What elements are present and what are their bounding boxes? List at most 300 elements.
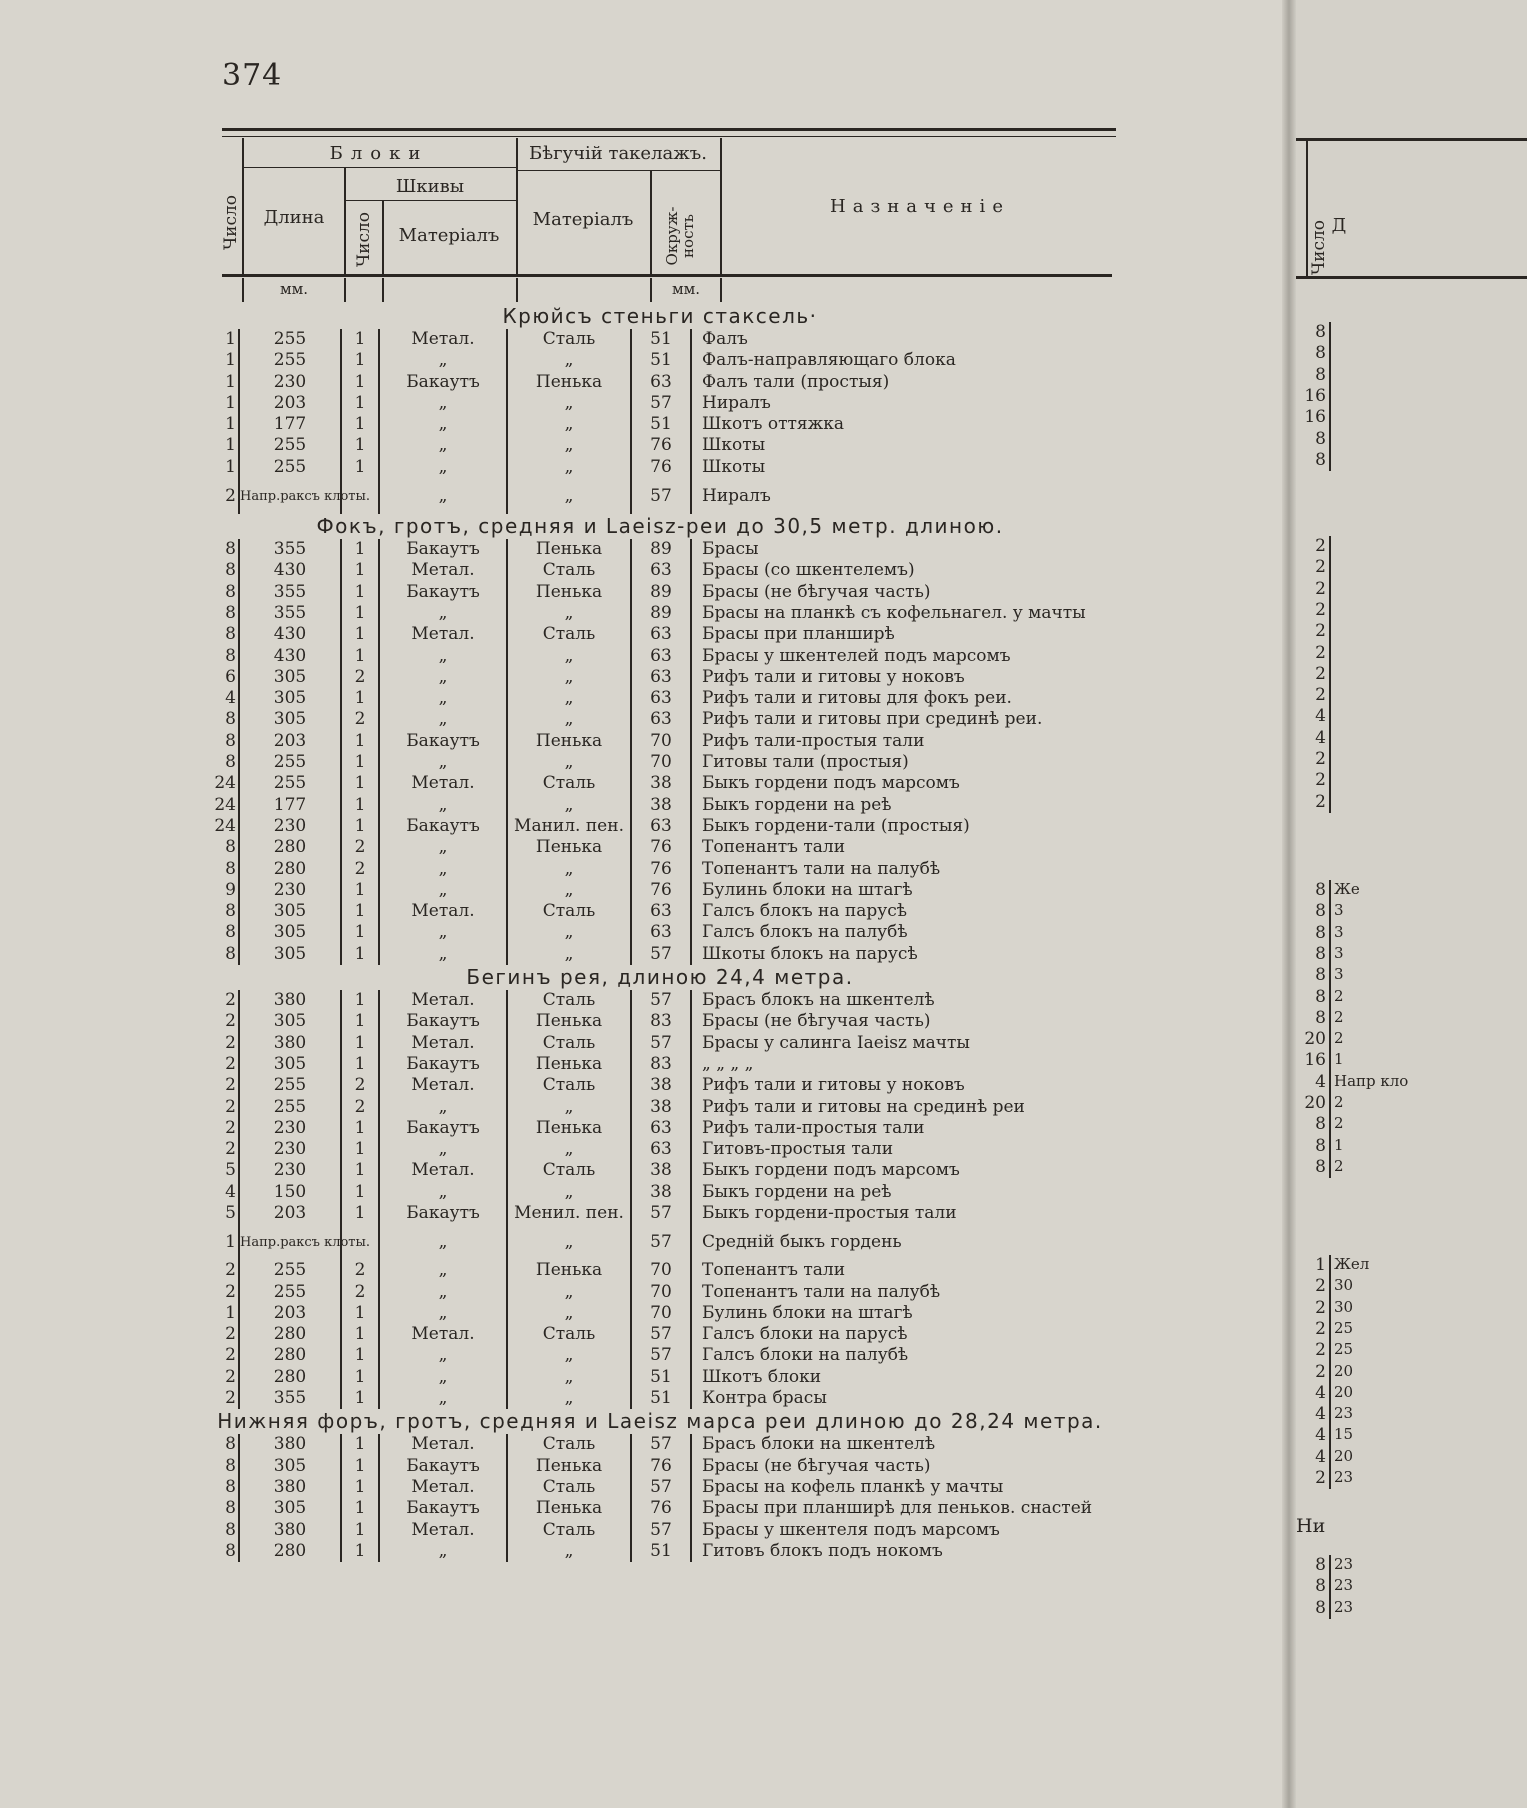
cell-sheave-count: 1 bbox=[340, 1118, 378, 1139]
cell-sheave-material: Метал. bbox=[378, 1324, 506, 1345]
right-length: 20 bbox=[1334, 1382, 1354, 1401]
cell-length: 280 bbox=[273, 837, 307, 858]
table-row bbox=[200, 752, 1120, 773]
cell-length: 203 bbox=[273, 1202, 307, 1223]
page-number: 374 bbox=[222, 58, 283, 93]
cell-purpose: Быкъ гордени на реѣ bbox=[690, 1182, 1120, 1203]
cell-count: 1 bbox=[200, 435, 240, 456]
cell-count: 8 bbox=[200, 539, 240, 560]
right-count: 8 bbox=[1315, 922, 1326, 943]
right-length: 1 bbox=[1334, 1050, 1344, 1069]
cell-circumference: 63 bbox=[630, 709, 690, 730]
cell-rigging-material: Пенька bbox=[506, 1054, 630, 1075]
cell-sheave-material: Бакаутъ bbox=[378, 1203, 506, 1224]
cell-circumference: 70 bbox=[630, 752, 690, 773]
cell-sheave-material: „ bbox=[378, 880, 506, 901]
table-row bbox=[200, 1260, 1120, 1281]
right-length: 3 bbox=[1334, 943, 1344, 962]
cell-purpose: Быкъ гордени-простыя тали bbox=[690, 1203, 1120, 1224]
cell-rigging-material: „ bbox=[506, 603, 630, 624]
right-length: 30 bbox=[1334, 1276, 1354, 1295]
cell-rigging-material: „ bbox=[506, 944, 630, 965]
cell-rigging-material: „ bbox=[506, 457, 630, 478]
cell-length: 280 bbox=[273, 1366, 307, 1387]
cell-length: 230 bbox=[273, 371, 307, 392]
cell-sheave-material: Метал. bbox=[378, 1075, 506, 1096]
cell-rigging-material: Пенька bbox=[506, 1456, 630, 1477]
right-length: 2 bbox=[1334, 1156, 1344, 1175]
cell-circumference: 57 bbox=[630, 944, 690, 965]
cell-length: Напр.раксъ клоты. bbox=[240, 1235, 370, 1251]
cell-purpose: Галсъ блокъ на палубѣ bbox=[690, 922, 1120, 943]
cell-sheave-material: „ bbox=[378, 603, 506, 624]
table-row bbox=[200, 1033, 1120, 1054]
cell-circumference: 38 bbox=[630, 773, 690, 794]
cell-length: 380 bbox=[273, 990, 307, 1011]
cell-sheave-count: 2 bbox=[340, 709, 378, 730]
cell-count: 8 bbox=[200, 582, 240, 603]
cell-count: 8 bbox=[200, 901, 240, 922]
right-length: 3 bbox=[1334, 965, 1344, 984]
cell-circumference: 76 bbox=[630, 859, 690, 880]
cell-circumference: 51 bbox=[630, 1388, 690, 1409]
table-row bbox=[200, 1345, 1120, 1366]
cell-rigging-material: „ bbox=[506, 435, 630, 456]
cell-rigging-material: Сталь bbox=[506, 1477, 630, 1498]
cell-circumference: 57 bbox=[630, 393, 690, 414]
cell-rigging-material: Сталь bbox=[506, 1160, 630, 1181]
cell-circumference: 51 bbox=[630, 1541, 690, 1562]
cell-sheave-material: Метал. bbox=[378, 773, 506, 794]
cell-rigging-material: „ bbox=[506, 1097, 630, 1118]
right-length: 23 bbox=[1334, 1404, 1354, 1423]
right-count: 4 bbox=[1315, 706, 1326, 727]
table-row bbox=[200, 1498, 1120, 1519]
cell-sheave-material: „ bbox=[378, 393, 506, 414]
cell-sheave-count: 1 bbox=[340, 922, 378, 943]
cell-sheave-material: Бакаутъ bbox=[378, 372, 506, 393]
cell-count: 4 bbox=[200, 688, 240, 709]
right-length: 2 bbox=[1334, 1007, 1344, 1026]
cell-count: 2 bbox=[200, 1118, 240, 1139]
cell-sheave-count: 1 bbox=[340, 1541, 378, 1562]
cell-circumference: 38 bbox=[630, 1182, 690, 1203]
cell-sheave-count: 1 bbox=[340, 688, 378, 709]
cell-sheave-material: „ bbox=[378, 1139, 506, 1160]
cell-purpose: Шкоты блокъ на парусѣ bbox=[690, 944, 1120, 965]
right-count: 8 bbox=[1315, 1114, 1326, 1135]
cell-sheave-count: 1 bbox=[340, 1054, 378, 1075]
table-row bbox=[200, 922, 1120, 943]
cell-purpose: Рифъ тали-простыя тали bbox=[690, 1118, 1120, 1139]
right-length: 3 bbox=[1334, 901, 1344, 920]
cell-sheave-count bbox=[340, 478, 378, 514]
right-count: 2 bbox=[1315, 663, 1326, 684]
cell-length: 255 bbox=[273, 1075, 307, 1096]
cell-purpose: Фалъ bbox=[690, 329, 1120, 350]
cell-length: 255 bbox=[273, 1096, 307, 1117]
cell-count: 2 bbox=[200, 1388, 240, 1409]
header-count: Число bbox=[221, 194, 241, 250]
cell-sheave-material: Бакаутъ bbox=[378, 582, 506, 603]
cell-rigging-material: Сталь bbox=[506, 990, 630, 1011]
right-count: 8 bbox=[1315, 364, 1326, 385]
cell-sheave-count: 2 bbox=[340, 1097, 378, 1118]
unit-divider bbox=[516, 278, 518, 302]
cell-sheave-count: 1 bbox=[340, 752, 378, 773]
cell-count: 8 bbox=[200, 1520, 240, 1541]
right-length: 2 bbox=[1334, 1029, 1344, 1048]
cell-purpose: Брасы (со шкентелемъ) bbox=[690, 560, 1120, 581]
cell-length: 355 bbox=[273, 1388, 307, 1409]
cell-count: 2 bbox=[200, 1139, 240, 1160]
table-row bbox=[200, 816, 1120, 837]
cell-rigging-material: Пенька bbox=[506, 731, 630, 752]
cell-sheave-count: 1 bbox=[340, 1160, 378, 1181]
cell-length: 203 bbox=[273, 392, 307, 413]
cell-purpose: Брасы при планширѣ bbox=[690, 624, 1120, 645]
cell-purpose: Быкъ гордени-тали (простыя) bbox=[690, 816, 1120, 837]
cell-purpose: Ниралъ bbox=[690, 393, 1120, 414]
table-row bbox=[200, 901, 1120, 922]
right-length: Напр кло bbox=[1334, 1071, 1409, 1090]
cell-sheave-material: „ bbox=[378, 667, 506, 688]
cell-rigging-material: Менил. пен. bbox=[506, 1203, 630, 1224]
unit-divider bbox=[720, 278, 722, 302]
cell-sheave-count: 1 bbox=[340, 990, 378, 1011]
cell-purpose: Рифъ тали и гитовы у ноковъ bbox=[690, 1075, 1120, 1096]
cell-length: 177 bbox=[273, 794, 307, 815]
cell-length: 305 bbox=[273, 1455, 307, 1476]
cell-sheave-material: Метал. bbox=[378, 560, 506, 581]
cell-rigging-material: „ bbox=[506, 1224, 630, 1260]
cell-count: 24 bbox=[200, 773, 240, 794]
cell-sheave-count: 1 bbox=[340, 1367, 378, 1388]
table-header-rule bbox=[222, 274, 1112, 277]
cell-count: 24 bbox=[200, 795, 240, 816]
right-count: 8 bbox=[1315, 1576, 1326, 1597]
cell-rigging-material: Сталь bbox=[506, 1075, 630, 1096]
cell-count: 8 bbox=[200, 944, 240, 965]
cell-rigging-material: „ bbox=[506, 880, 630, 901]
cell-rigging-material: Пенька bbox=[506, 1260, 630, 1281]
cell-circumference: 57 bbox=[630, 1345, 690, 1366]
table-row bbox=[200, 1477, 1120, 1498]
cell-rigging-material: „ bbox=[506, 709, 630, 730]
cell-purpose: Быкъ гордени подъ марсомъ bbox=[690, 1160, 1120, 1181]
right-divider bbox=[1329, 1555, 1331, 1619]
cell-sheave-count: 1 bbox=[340, 582, 378, 603]
cell-length: 355 bbox=[273, 539, 307, 560]
cell-count: 8 bbox=[200, 837, 240, 858]
table-row bbox=[200, 457, 1120, 478]
cell-count: 8 bbox=[200, 859, 240, 880]
cell-count: 8 bbox=[200, 1477, 240, 1498]
cell-rigging-material: „ bbox=[506, 752, 630, 773]
table-row bbox=[200, 414, 1120, 435]
cell-purpose: Брасы при планширѣ для пеньков. снастей bbox=[690, 1498, 1120, 1519]
right-length: 23 bbox=[1334, 1555, 1354, 1573]
cell-sheave-material: Бакаутъ bbox=[378, 1118, 506, 1139]
cell-count: 1 bbox=[200, 329, 240, 350]
right-length: 15 bbox=[1334, 1425, 1354, 1444]
cell-rigging-material: „ bbox=[506, 1282, 630, 1303]
table-row bbox=[200, 1203, 1120, 1224]
cell-purpose: Брасы на кофель планкѣ у мачты bbox=[690, 1477, 1120, 1498]
cell-rigging-material: „ bbox=[506, 350, 630, 371]
header-sheave-material: Матеріалъ bbox=[398, 225, 500, 246]
cell-purpose: Рифъ тали и гитовы у ноковъ bbox=[690, 667, 1120, 688]
right-count: 8 bbox=[1315, 322, 1326, 342]
cell-circumference: 38 bbox=[630, 1160, 690, 1181]
cell-count: 2 bbox=[200, 1075, 240, 1096]
table-row bbox=[200, 1054, 1120, 1075]
cell-count: 8 bbox=[200, 624, 240, 645]
table-row bbox=[200, 582, 1120, 603]
header-divider bbox=[720, 138, 722, 274]
table-row bbox=[200, 990, 1120, 1011]
right-count: 2 bbox=[1315, 642, 1326, 663]
cell-sheave-count: 1 bbox=[340, 393, 378, 414]
table-row bbox=[200, 731, 1120, 752]
cell-sheave-count: 1 bbox=[340, 1498, 378, 1519]
right-count: 8 bbox=[1315, 943, 1326, 964]
cell-rigging-material: „ bbox=[506, 688, 630, 709]
cell-count: 1 bbox=[200, 1303, 240, 1324]
cell-purpose: Рифъ тали и гитовы при срединѣ реи. bbox=[690, 709, 1120, 730]
table-row bbox=[200, 1182, 1120, 1203]
right-count: 16 bbox=[1304, 1050, 1326, 1071]
cell-purpose: Брасы bbox=[690, 539, 1120, 560]
table-row bbox=[200, 435, 1120, 456]
cell-purpose: Топенантъ тали bbox=[690, 1260, 1120, 1281]
cell-sheave-material: „ bbox=[378, 1541, 506, 1562]
right-header-count: Число bbox=[1309, 219, 1329, 275]
cell-purpose: Топенантъ тали на палубѣ bbox=[690, 1282, 1120, 1303]
cell-sheave-material: Метал. bbox=[378, 1033, 506, 1054]
unit-divider bbox=[344, 278, 346, 302]
cell-rigging-material: Пенька bbox=[506, 837, 630, 858]
cell-sheave-material: „ bbox=[378, 922, 506, 943]
right-count: 8 bbox=[1315, 986, 1326, 1007]
table-row bbox=[200, 478, 1120, 514]
cell-circumference: 57 bbox=[630, 1224, 690, 1260]
table-top-rule-thin bbox=[222, 136, 1116, 137]
cell-purpose: Гитовы тали (простыя) bbox=[690, 752, 1120, 773]
cell-length: 380 bbox=[273, 1032, 307, 1053]
cell-sheave-material: Метал. bbox=[378, 624, 506, 645]
right-count: 4 bbox=[1315, 1425, 1326, 1446]
cell-purpose: Шкотъ оттяжка bbox=[690, 414, 1120, 435]
right-count: 2 bbox=[1315, 1361, 1326, 1382]
cell-circumference: 63 bbox=[630, 922, 690, 943]
cell-length: 380 bbox=[273, 1434, 307, 1455]
cell-count: 8 bbox=[200, 922, 240, 943]
table-row bbox=[200, 1520, 1120, 1541]
cell-sheave-material: „ bbox=[378, 350, 506, 371]
right-count: 2 bbox=[1315, 1468, 1326, 1488]
cell-length: 280 bbox=[273, 1324, 307, 1345]
cell-purpose: Контра брасы bbox=[690, 1388, 1120, 1409]
cell-length: 430 bbox=[273, 560, 307, 581]
cell-length: 305 bbox=[273, 1498, 307, 1519]
cell-purpose: Шкотъ блоки bbox=[690, 1367, 1120, 1388]
right-count: 8 bbox=[1315, 428, 1326, 449]
cell-sheave-count: 1 bbox=[340, 773, 378, 794]
right-count: 20 bbox=[1304, 1029, 1326, 1050]
cell-length: 230 bbox=[273, 815, 307, 836]
cell-sheave-material: „ bbox=[378, 457, 506, 478]
right-count: 2 bbox=[1315, 1340, 1326, 1361]
cell-count: 2 bbox=[200, 478, 240, 514]
right-length: Же bbox=[1334, 880, 1360, 898]
cell-count: 9 bbox=[200, 880, 240, 901]
header-divider bbox=[346, 200, 516, 201]
cell-length: 380 bbox=[273, 1519, 307, 1540]
table-row bbox=[200, 1118, 1120, 1139]
cell-circumference: 89 bbox=[630, 582, 690, 603]
table-row bbox=[200, 1367, 1120, 1388]
right-length: 25 bbox=[1334, 1340, 1354, 1359]
cell-purpose: Брасы у салинга Iaeisz мачты bbox=[690, 1033, 1120, 1054]
cell-rigging-material: Манил. пен. bbox=[506, 816, 630, 837]
table-row bbox=[200, 1160, 1120, 1181]
table-row bbox=[200, 1075, 1120, 1096]
cell-length: 305 bbox=[273, 666, 307, 687]
cell-circumference: 76 bbox=[630, 1456, 690, 1477]
table-row bbox=[200, 709, 1120, 730]
right-count: 2 bbox=[1315, 621, 1326, 642]
right-count: 2 bbox=[1315, 599, 1326, 620]
cell-count: 8 bbox=[200, 709, 240, 730]
cell-circumference: 38 bbox=[630, 1097, 690, 1118]
cell-sheave-material: Метал. bbox=[378, 1520, 506, 1541]
cell-length: 430 bbox=[273, 645, 307, 666]
cell-sheave-material: „ bbox=[378, 709, 506, 730]
cell-purpose: Брасы (не бѣгучая часть) bbox=[690, 1456, 1120, 1477]
right-count: 2 bbox=[1315, 1297, 1326, 1318]
cell-circumference: 51 bbox=[630, 350, 690, 371]
right-top-rule bbox=[1296, 138, 1527, 141]
cell-length: 230 bbox=[273, 1160, 307, 1181]
cell-sheave-material: „ bbox=[378, 435, 506, 456]
table-row bbox=[200, 350, 1120, 371]
right-length: 23 bbox=[1334, 1597, 1354, 1616]
cell-circumference: 57 bbox=[630, 478, 690, 514]
right-count: 4 bbox=[1315, 1071, 1326, 1092]
cell-purpose: Рифъ тали и гитовы для фокъ реи. bbox=[690, 688, 1120, 709]
cell-length: 255 bbox=[273, 350, 307, 371]
cell-purpose: Быкъ гордени на реѣ bbox=[690, 795, 1120, 816]
cell-circumference: 76 bbox=[630, 435, 690, 456]
cell-sheave-material: „ bbox=[378, 944, 506, 965]
cell-sheave-count: 2 bbox=[340, 837, 378, 858]
unit-divider bbox=[382, 278, 384, 302]
cell-circumference: 76 bbox=[630, 457, 690, 478]
cell-count: 2 bbox=[200, 1345, 240, 1366]
cell-sheave-count: 1 bbox=[340, 1011, 378, 1032]
table-row bbox=[200, 603, 1120, 624]
cell-circumference: 38 bbox=[630, 1075, 690, 1096]
table-row bbox=[200, 646, 1120, 667]
cell-rigging-material: „ bbox=[506, 1367, 630, 1388]
right-count: 4 bbox=[1315, 727, 1326, 748]
cell-purpose: Шкоты bbox=[690, 457, 1120, 478]
cell-count: 8 bbox=[200, 752, 240, 773]
cell-purpose: Рифъ тали-простыя тали bbox=[690, 731, 1120, 752]
cell-sheave-material: Бакаутъ bbox=[378, 731, 506, 752]
cell-rigging-material: „ bbox=[506, 1303, 630, 1324]
cell-count: 2 bbox=[200, 1033, 240, 1054]
cell-sheave-count: 1 bbox=[340, 624, 378, 645]
cell-sheave-count: 1 bbox=[340, 539, 378, 560]
cell-sheave-material: „ bbox=[378, 1303, 506, 1324]
header-divider bbox=[518, 170, 720, 171]
cell-sheave-material: Метал. bbox=[378, 1160, 506, 1181]
cell-sheave-material: Метал. bbox=[378, 329, 506, 350]
cell-length: 230 bbox=[273, 1117, 307, 1138]
cell-length: 305 bbox=[273, 901, 307, 922]
cell-sheave-material: Метал. bbox=[378, 1434, 506, 1455]
header-length: Длина bbox=[263, 207, 325, 228]
cell-purpose: Булинь блоки на штагѣ bbox=[690, 1303, 1120, 1324]
cell-circumference: 57 bbox=[630, 1477, 690, 1498]
cell-sheave-count: 1 bbox=[340, 1345, 378, 1366]
cell-length: 305 bbox=[273, 1053, 307, 1074]
table-row bbox=[200, 539, 1120, 560]
cell-sheave-count: 1 bbox=[340, 414, 378, 435]
cell-rigging-material: „ bbox=[506, 1541, 630, 1562]
cell-circumference: 89 bbox=[630, 603, 690, 624]
right-length: 2 bbox=[1334, 1114, 1344, 1133]
cell-purpose: Гитовъ-простыя тали bbox=[690, 1139, 1120, 1160]
cell-rigging-material: „ bbox=[506, 1345, 630, 1366]
table-row bbox=[200, 1434, 1120, 1455]
cell-purpose: Брасы у шкентелей подъ марсомъ bbox=[690, 646, 1120, 667]
cell-rigging-material: Пенька bbox=[506, 1118, 630, 1139]
cell-circumference: 83 bbox=[630, 1054, 690, 1075]
table-row bbox=[200, 859, 1120, 880]
cell-sheave-count: 1 bbox=[340, 1203, 378, 1224]
cell-length: 430 bbox=[273, 624, 307, 645]
table-row bbox=[200, 773, 1120, 794]
cell-sheave-material: „ bbox=[378, 752, 506, 773]
cell-sheave-material: „ bbox=[378, 414, 506, 435]
cell-rigging-material: Сталь bbox=[506, 1324, 630, 1345]
cell-rigging-material: Сталь bbox=[506, 773, 630, 794]
cell-length: 177 bbox=[273, 414, 307, 435]
cell-sheave-material: „ bbox=[378, 478, 506, 514]
cell-sheave-material: „ bbox=[378, 1388, 506, 1409]
table-row bbox=[200, 1282, 1120, 1303]
cell-rigging-material: „ bbox=[506, 478, 630, 514]
right-length: 2 bbox=[1334, 1093, 1344, 1111]
cell-purpose: Ниралъ bbox=[690, 478, 1120, 514]
cell-purpose: Гитовъ блокъ подъ нокомъ bbox=[690, 1541, 1120, 1562]
cell-sheave-count: 1 bbox=[340, 1456, 378, 1477]
cell-rigging-material: Пенька bbox=[506, 1498, 630, 1519]
cell-purpose: Брасы у шкентеля подъ марсомъ bbox=[690, 1520, 1120, 1541]
cell-count: 2 bbox=[200, 990, 240, 1011]
right-count: 2 bbox=[1315, 536, 1326, 556]
header-sheaves: Шкивы bbox=[395, 176, 465, 197]
header-divider bbox=[244, 167, 516, 168]
right-count: 4 bbox=[1315, 1446, 1326, 1467]
table-row bbox=[200, 372, 1120, 393]
cell-length: 355 bbox=[273, 602, 307, 623]
cell-circumference: 63 bbox=[630, 560, 690, 581]
cell-count: 1 bbox=[200, 393, 240, 414]
